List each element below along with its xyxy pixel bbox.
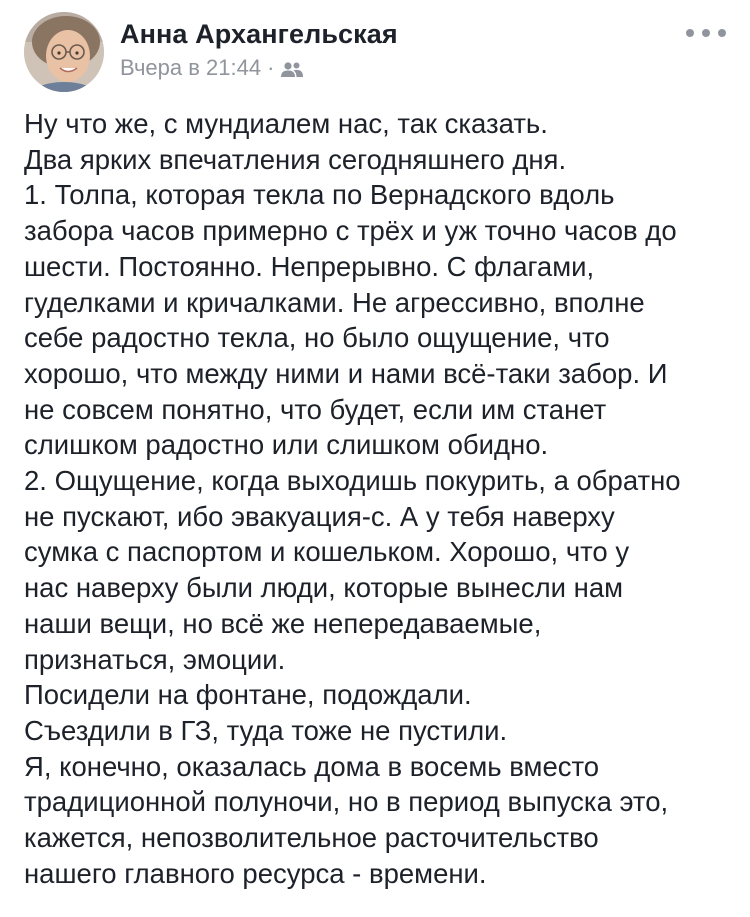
author-name[interactable]: Анна Архангельская xyxy=(120,19,398,49)
post-line: нашего главного ресурса - времени. xyxy=(24,857,487,889)
post-line: Два ярких впечатления сегодняшнего дня. xyxy=(24,143,567,175)
more-dot xyxy=(686,29,694,37)
post-line: 1. Толпа, которая текла по Вернадского вдоль xyxy=(24,179,615,211)
post-line: сумка с паспортом и кошельком. Хорошо, что у xyxy=(24,536,630,568)
more-dot xyxy=(718,29,726,37)
post-line: не совсем понятно, что будет, если им станет xyxy=(24,393,607,425)
post-line: слишком радостно или слишком обидно. xyxy=(24,429,549,461)
avatar-photo xyxy=(24,12,104,92)
post-line: нас наверху были люди, которые вынесли нам xyxy=(24,572,624,604)
post-line: шести. Постоянно. Непрерывно. С флагами, xyxy=(24,250,595,282)
post-meta xyxy=(120,55,304,81)
more-options-icon[interactable] xyxy=(686,18,726,48)
post-line: Ну что же, с мундиалем нас, так сказать. xyxy=(24,108,548,139)
post-line: признаться, эмоции. xyxy=(24,643,286,675)
post-line: Я, конечно, оказалась дома в восемь вместо xyxy=(24,750,600,782)
post-line: хорошо, что между ними и нами всё-таки забор. И xyxy=(24,357,668,389)
post-line: Посидели на фонтане, подождали. xyxy=(24,679,472,711)
post-timestamp[interactable]: Вчера в 21:44 xyxy=(120,55,262,80)
post-line: не пускают, ибо эвакуация-с. А у тебя наверху xyxy=(24,500,615,532)
post-header xyxy=(24,12,726,92)
friends-icon[interactable] xyxy=(280,59,304,77)
post-line: забора часов примерно с трёх и уж точно часов до xyxy=(24,215,677,247)
more-dot xyxy=(702,29,710,37)
meta-separator: · xyxy=(267,55,275,80)
post-line: кажется, непозволительное расточительство xyxy=(24,822,599,854)
author-avatar[interactable] xyxy=(24,12,104,92)
post-line: традиционной полуночи, но в период выпуска это, xyxy=(24,786,669,818)
post-line: Съездили в ГЗ, туда тоже не пустили. xyxy=(24,714,508,746)
post-text xyxy=(24,106,734,891)
post-line: 2. Ощущение, когда выходишь покурить, а обратно xyxy=(24,465,681,497)
post-line: себе радостно текла, но было ощущение, что xyxy=(24,322,610,354)
post-line: гуделками и кричалками. Не агрессивно, вполне xyxy=(24,286,645,318)
post-line: наши вещи, но всё же непередаваемые, xyxy=(24,607,542,639)
